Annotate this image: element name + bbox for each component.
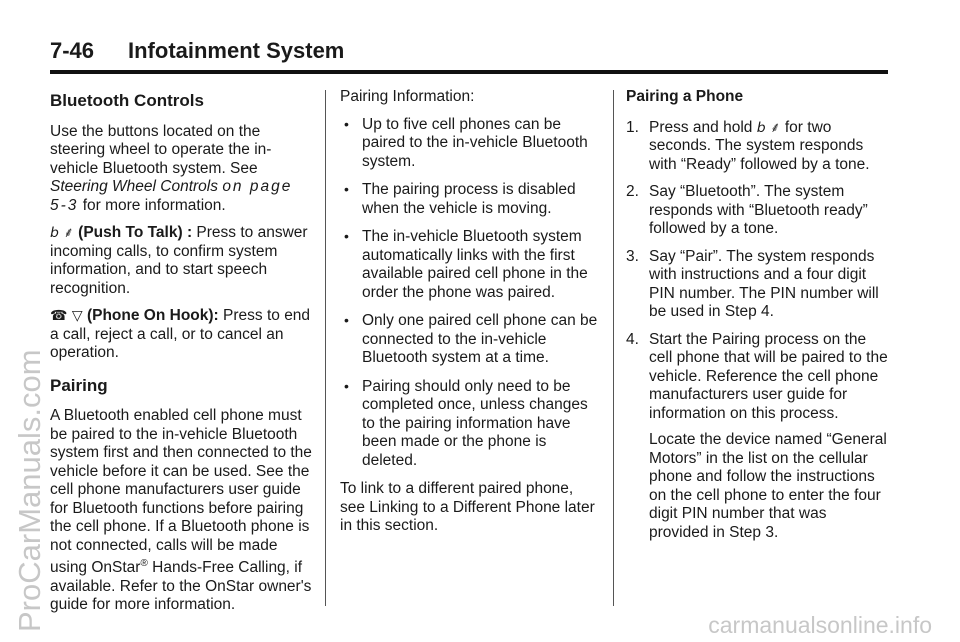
step-number: 1. <box>626 118 639 136</box>
list-item: 4. Start the Pairing process on the cell phone that will be paired to the vehicle. Reference the cell phone manufacturers user guide for information on this process. Locate the device named “General Motors” in the list on the cellular phone and follow the instructions on the cell phone to enter the four digit PIN number that was provided in Step 3. <box>626 330 888 541</box>
bottom-watermark: carmanualsonline.info <box>708 612 932 638</box>
bullet-icon: • <box>344 377 349 394</box>
column-3 <box>626 88 890 551</box>
intro-paragraph: Use the buttons located on the steering wheel to operate the in-vehicle Bluetooth system. See Steering Wheel Controls on page 5-3 for more information. <box>50 122 293 214</box>
pairing-information-intro: Pairing Information: <box>340 88 475 105</box>
phone-on-hook-label: (Phone On Hook): <box>86 307 219 324</box>
column-1 <box>50 88 312 624</box>
list-item: 1. Press and hold 𝘣 ⸙ for two seconds. The system responds with “Ready” followed by a tone. <box>626 118 870 173</box>
registered-mark: ® <box>140 558 148 569</box>
phone-on-hook-paragraph: ☎ ▽ (Phone On Hook): Press to end a call, reject a call, or to cancel an operation. <box>50 307 311 361</box>
bluetooth-controls-heading: Bluetooth Controls <box>50 91 204 110</box>
push-to-talk-paragraph: 𝘣 ⸙ (Push To Talk) : Press to answer incoming calls, to confirm system information, and to start speech recognition. <box>50 224 308 297</box>
bullet-icon: • <box>344 115 349 132</box>
page-number: 7-46 <box>50 38 95 63</box>
steering-wheel-controls-link[interactable]: Steering Wheel Controls <box>50 178 218 195</box>
section-title: Infotainment System <box>128 38 345 63</box>
bullet-icon: • <box>344 312 349 328</box>
step-number: 4. <box>626 330 639 348</box>
bullet-icon: • <box>344 228 349 244</box>
push-to-talk-icon: 𝘣 ⸙ <box>50 225 74 241</box>
list-item: • The in-vehicle Bluetooth system automatically links with the first available paired cell phone in the order the phone was paired. <box>344 228 588 301</box>
linking-paragraph: To link to a different paired phone, see Linking to a Different Phone later in this section. <box>340 480 595 534</box>
column-2 <box>340 88 602 545</box>
list-item: 3. Say “Pair”. The system responds with instructions and a four digit PIN number. The PIN number will be used in Step 4. <box>626 247 879 320</box>
pairing-steps-list <box>626 119 890 543</box>
pairing-heading: Pairing <box>50 375 108 395</box>
push-to-talk-icon: 𝘣 ⸙ <box>756 119 781 136</box>
column-divider <box>613 90 614 606</box>
pairing-paragraph: A Bluetooth enabled cell phone must be paired to the in-vehicle Bluetooth system first and then connected to the vehicle before it can be used. See the cell phone manufacturers user guide for Bluetooth functions before pairing the cell phone. If a Bluetooth phone is not connected, calls will be made using OnStar® Hands-Free Calling, if available. Refer to the OnStar owner's guide for more information. <box>50 407 312 614</box>
side-watermark: ProCarManuals.com <box>12 349 47 632</box>
phone-on-hook-icon: ☎ ▽ <box>50 308 83 324</box>
step-number: 2. <box>626 183 639 200</box>
push-to-talk-label: (Push To Talk) : <box>78 224 193 241</box>
column-divider <box>325 90 326 606</box>
list-item: • The pairing process is disabled when the vehicle is moving. <box>344 181 576 217</box>
pairing-a-phone-heading: Pairing a Phone <box>626 88 744 105</box>
page-header <box>50 38 888 74</box>
list-item: • Only one paired cell phone can be connected to the in-vehicle Bluetooth system at a time. <box>344 312 598 366</box>
pairing-information-list <box>340 116 602 471</box>
list-item: • Up to five cell phones can be paired to the in-vehicle Bluetooth system. <box>344 115 588 170</box>
list-item: • Pairing should only need to be completed once, unless changes to the pairing information have been made or the phone is deleted. <box>344 377 588 469</box>
list-item: 2. Say “Bluetooth”. The system responds with “Bluetooth ready” followed by a tone. <box>626 183 868 237</box>
page-reference[interactable]: on page 5-3 <box>50 178 293 214</box>
bullet-icon: • <box>344 181 349 197</box>
step-number: 3. <box>626 247 639 265</box>
